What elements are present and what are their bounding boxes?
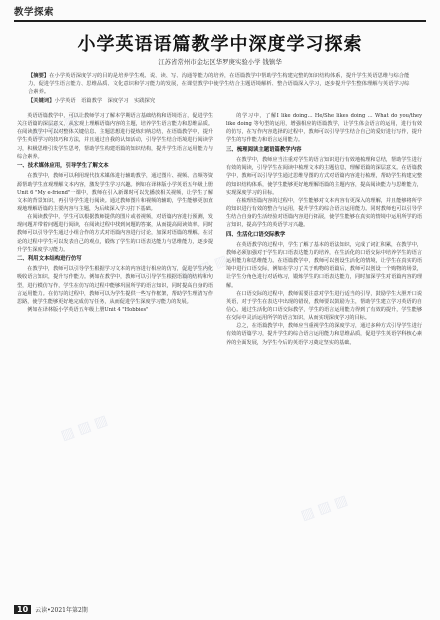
paragraph: 在教学中，教师可以利用现代技术媒体进行辅助教学，通过图片、视频、音频等资源帮助学生直观理解文本内容，激发学生学习兴趣。例如在译林版小学英语五年级上册Unit 6 "My e-friend"一课中，教师在引入新课时可以先播放相关视频，让学生了解文本的背景知识，再引导学生进行阅读。通过教师图片和视频的辅助，学生能够更加直观地理解语篇的主要内容与主题，为后续深入学习打下基础。	[17, 173, 213, 212]
body-column-right	[226, 112, 422, 347]
header-rule	[14, 20, 426, 22]
abstract-text: 在小学英语深度学习的目的是培养学生观、说、读、写、沟通等能力的培养，在语篇教学中帮助学生构建完整的知识结构体系，提升学生英语思维与综合能力，促进学生语言能力、思维品质、文化意识和学习能力的发展，在课堂教学中使学生结合主题语境解析、整合语篇深入学习，逐步提升学生整体理解与英语学习综合素养。	[28, 73, 410, 96]
paragraph: 的学习中，了解I like doing… He/She likes doing … What do you/they like doing 等句型的运用，增强相应的语篇教学，让学生体会语言的运用，进行有效的仿写，在写作内容选择的过程中，教师可以引导学生结合自己的爱好进行写作，提升学生的写作能力和语言运用能力。	[226, 113, 422, 144]
page-number: 10	[14, 605, 31, 614]
paragraph: 例如在译林版小学英语五年级上册Unit 4 "Hobbies"	[27, 307, 149, 314]
body-column-left	[17, 112, 213, 314]
section-tag: 教学探索	[14, 7, 55, 18]
paragraph: 英语语篇教学中，可以让教师学习了解本学期语言基础结构和语境语言，促进学生关注语篇的深层意义，从宏观上理解语篇内容的主题，培养学生语言能力和思维品质。在阅读教学中可以对整体关键信息、主题思想进行提炼归纳总结，在语篇教学中，提升学生英语学习的技巧和方法，并且通过自我的认知活动，引导学生结合语境进行阅读学习，积极思维引发学生思考，帮助学生构建语篇的知识结构，提升学生语言运用能力与综合素养。	[17, 113, 213, 160]
paragraph: 在阅读教学中，学生可以根据教师提供的图片或者视频，对语篇内容进行预测，发现问题并带着问题进行阅读，在阅读过程中找到问题的答案，从而提高阅读效率。同时教师可以引导学生通过小组合作的方式对语篇内容进行讨论，加深对语篇的理解。在讨论的过程中学生可以发表自己的观点，锻炼了学生的口语表达能力与思维能力，逐步提升学生深度学习能力。	[17, 214, 213, 253]
paragraph: 在教学中，教师可以引导学生根据学习文本的内容进行相应的仿写，促进学生内化吸收语言知识，提升写作能力。例如在教学中，教师可以引导学生根据语篇的结构和句型，进行模仿写作，学生在仿写的过程中能够巩固所学的语言知识，同时提高自身的语言运用能力。在仿写的过程中，教师可以为学生提供一些写作框架，帮助学生理清写作思路，使学生能够更好地完成仿写任务，从而促进学生深度学习能力的发展。	[17, 266, 213, 305]
article-author: 江苏省常州市金坛区华罗庚实验小学 钱镇华	[158, 58, 282, 66]
section-heading: 一、技术媒体应用，引导学生了解文本	[17, 163, 109, 170]
keywords-text: 小学英语 语篇教学 深度学习 实践探究	[54, 98, 156, 104]
watermark-pattern: ▨ ▨ ▨ ▨ ▨ ▨ ▨ ▨ ▨ ▨ ▨ ▨	[28, 112, 350, 524]
keywords-label: 【关键词】	[28, 98, 55, 104]
paragraph: 在教学中，教师应当注重对学生的语言知识进行有效地梳理和总结，帮助学生进行有效的阅读，引导学生在阅读中梳理文本的主题信息，理解语篇的深层意义。在语篇教学中，教师可以引导学生通过思维导图的方式对语篇内容进行梳理，帮助学生构建完整的知识结构体系，使学生能够更好地理解语篇的主题内容，提高阅读能力与思维能力，实现深度学习的目标。	[226, 157, 422, 196]
section-heading: 三、梳理阅读主题语篇教学内容	[226, 147, 302, 154]
issue-info: 云读•2021年第2期	[35, 607, 88, 614]
section-heading: 二、利用文本结构进行仿写	[17, 256, 82, 263]
paragraph: 在口语交际的过程中，教师需要注意对学生进行适当的引导，鼓励学生大胆开口说英语，对于学生在表达中出现的错误，教师要以鼓励为主，帮助学生建立学习英语的自信心。通过生活化的口语交际教学，学生的语言运用能力得到了有效的提升，学生能够在交际中灵活运用所学的语言知识，从而实现深度学习的目标。	[226, 290, 422, 322]
keywords	[28, 96, 412, 104]
paragraph: 在梳理语篇内容的过程中，学生能够对文本内容有更深入的理解，并且能够将所学的知识进行有效的整合与运用，提升学生的综合语言运用能力。同时教师也可以引导学生结合自身的生活经验对语篇内容进行拓展，使学生能够在真实的情境中运用所学的语言知识，提高学生的英语学习兴趣。	[226, 197, 422, 229]
article-title: 小学英语语篇教学中深度学习探索	[77, 34, 363, 55]
paragraph: 在英语教学的过程中，学生了解了基本的语法知识，完成了词汇积累，在教学中，教师必须加强对于学生的口语表达能力的培养，在生活化的口语交际中培养学生的语言运用能力和思维能力。在语篇教学中，教师可以创设生活化的情境，让学生在真实的语境中进行口语交际，例如在学习了关于购物的语篇后，教师可以创设一个购物的场景，让学生分角色进行对话练习，锻炼学生的口语表达能力，同时加深学生对语篇内容的理解。	[226, 241, 422, 289]
paragraph: 总之，在语篇教学中，教师应当重视学生的深度学习，通过多种方式引导学生进行有效的语篇学习，提升学生的综合语言运用能力和思维品质，促进学生英语学科核心素养的全面发展，为学生今后的英语学习奠定坚实的基础。	[226, 323, 422, 346]
section-heading: 四、生活化口语交际教学	[226, 231, 286, 238]
abstract	[28, 72, 412, 97]
page-footer	[14, 605, 88, 614]
abstract-label: 【摘要】	[28, 73, 50, 79]
